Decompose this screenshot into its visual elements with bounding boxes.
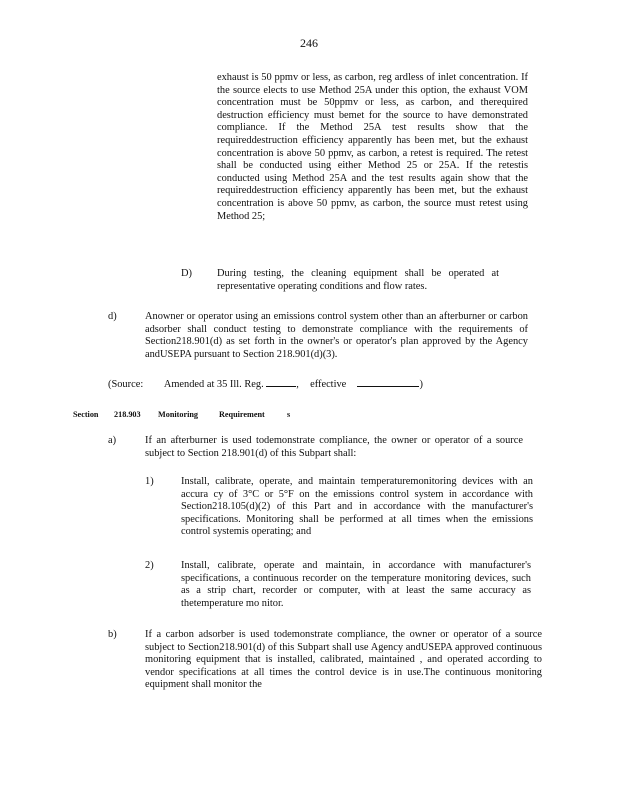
item-d-label: d) — [108, 311, 117, 322]
register-blank — [266, 386, 296, 387]
item-D-text: During testing, the cleaning equipment shall be operated at representative operating conditions and flow rates. — [217, 268, 499, 292]
item-a1-text: Install, calibrate, operate, and maintain temperaturemonitoring devices with an accura cy of 3°C or 5°F on the emissions control system in accordance with Section218.105(d)(2) of this Part and in accordance with the manufacturer's specifications. Monitoring shall be performed at all times when the emissions control systemis operating; and — [181, 476, 533, 538]
section-heading-title-2: Requirement — [219, 410, 265, 419]
continuation-paragraph: exhaust is 50 ppmv or less, as carbon, reg ardless of inlet concentration. If the source elects to use Method 25A under this option, the exhaust VOM concentration must be 50ppmv or less, as carbon, and therequired destruction efficiency must bemet for the source to have demonstrated compliance. If the Method 25A test results show that the requireddestruction efficiency apparently has been met, but the exhaust concentration is above 50 ppmv, as carbon, a retest is required. The retest shall be conducted using either Method 25 or 25A. If the retestis conducted using Method 25A and the test results again show that the requireddestruction efficiency apparently has been met, but the exhaust concentration is above 50 ppmv, as carbon, the source must retest using Method 25; — [217, 72, 528, 222]
item-D-label: D) — [181, 268, 192, 279]
source-close: ) — [419, 379, 423, 390]
source-note: (Source: Amended at 35 Ill. Reg. , effective ) — [108, 379, 423, 390]
page-number: 246 — [300, 36, 318, 50]
item-b-label: b) — [108, 629, 117, 640]
source-amended: Amended at 35 Ill. Reg. — [163, 379, 264, 390]
effective-date-blank — [357, 386, 419, 387]
item-a2-text: Install, calibrate, operate and maintain, in accordance with manufacturer's specifications, a continuous recorder on the temperature monitoring devices, such as a strip chart, recorder or computer, with at least the same accuracy as thetemperature mo nitor. — [181, 560, 531, 609]
section-heading-title-1: Monitoring — [158, 410, 199, 419]
item-a1-label: 1) — [145, 476, 154, 487]
source-open: (Source: — [108, 379, 144, 390]
item-a-label: a) — [108, 435, 117, 446]
item-a2-label: 2) — [145, 560, 154, 571]
item-d-text: Anowner or operator using an emissions control system other than an afterburner or carbon adsorber shall conduct testing to demonstrate compliance with the requirements of Section218.901(d) as set forth in the owner's or operator's plan approved by the Agency andUSEPA pursuant to Section 218.901(d)(3). — [145, 311, 528, 360]
item-a-text: If an afterburner is used todemonstrate compliance, the owner or operator of a source subject to Section 218.901(d) of this Subpart shall: — [145, 435, 523, 459]
section-heading-word: Section — [73, 410, 99, 419]
source-effective: effective — [310, 379, 347, 390]
section-heading-number: 218.903 — [114, 410, 141, 419]
section-heading-title-3: s — [287, 410, 291, 419]
item-b-text: If a carbon adsorber is used todemonstrate compliance, the owner or operator of a source subject to Section218.901(d) of this Subpart shall use Agency andUSEPA approved continuous monitoring equipment that is installed, calibrated, maintained , and operated according to vendor specifications at all times the control device is in use.The continuous monitoring equipment shall monitor the — [145, 629, 542, 691]
